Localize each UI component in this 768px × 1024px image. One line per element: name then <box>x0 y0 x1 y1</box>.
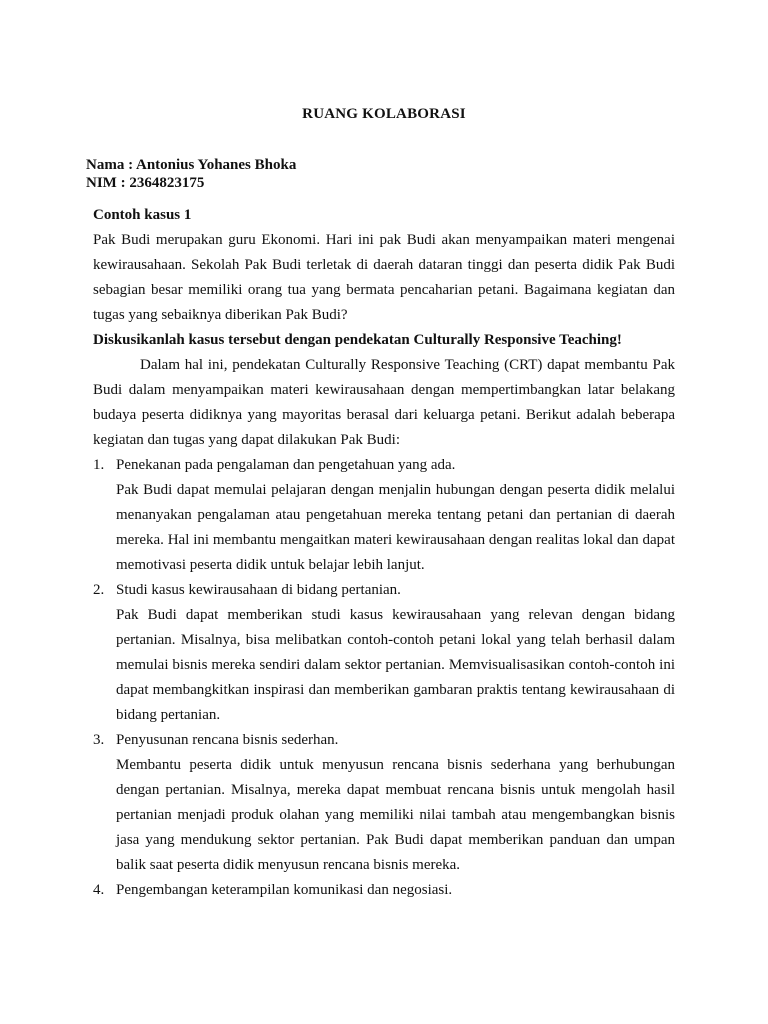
list-item-number: 2. <box>93 582 105 598</box>
case-heading: Contoh kasus 1 <box>93 207 192 223</box>
list-item <box>93 728 675 878</box>
list-item-description: Membantu peserta didik untuk menyusun rencana bisnis sederhana yang berhubungan dengan pertanian. Misalnya, mereka dapat membuat rencana bisnis untuk mengolah hasil pertanian menjadi produk olahan yang memiliki nilai tambah atau mengembangkan bisnis jasa yang mendukung sektor pertanian. Pak Budi dapat memberikan panduan dan umpan balik saat peserta didik menyusun rencana bisnis mereka. <box>116 757 675 873</box>
activity-list <box>93 453 675 903</box>
list-item-description: Pak Budi dapat memberikan studi kasus kewirausahaan yang relevan dengan bidang pertanian. Misalnya, bisa melibatkan contoh-contoh petani lokal yang telah berhasil dalam memulai bisnis mereka sendiri dalam sektor pertanian. Memvisualisasikan contoh-contoh ini dapat membangkitkan inspirasi dan memberikan gambaran praktis tentang kewirausahaan di bidang pertanian. <box>116 607 675 723</box>
list-item <box>93 578 675 728</box>
list-item-number: 1. <box>93 457 105 473</box>
student-nim: NIM : 2364823175 <box>86 175 205 191</box>
list-item-title: Penekanan pada pengalaman dan pengetahuan yang ada. <box>116 457 456 473</box>
list-item <box>93 453 675 578</box>
intro-paragraph: Dalam hal ini, pendekatan Culturally Responsive Teaching (CRT) dapat membantu Pak Budi dalam menyampaikan materi kewirausahaan dengan mempertimbangkan latar belakang budaya peserta didiknya yang mayoritas berasal dari keluarga petani. Berikut adalah beberapa kegiatan dan tugas yang dapat dilakukan Pak Budi: <box>93 357 675 448</box>
list-item-description: Pak Budi dapat memulai pelajaran dengan menjalin hubungan dengan peserta didik melalui menanyakan pengalaman atau pengetahuan mereka tentang petani dan pertanian di daerah mereka. Hal ini membantu mengaitkan materi kewirausahaan dengan realitas lokal dan dapat memotivasi peserta didik untuk belajar lebih lanjut. <box>116 482 675 573</box>
list-item-number: 3. <box>93 732 105 748</box>
case-text: Pak Budi merupakan guru Ekonomi. Hari ini pak Budi akan menyampaikan materi mengenai kewirausahaan. Sekolah Pak Budi terletak di daerah dataran tinggi dan peserta didik Pak Budi sebagian besar memiliki orang tua yang bermata pencaharian petani. Bagaimana kegiatan dan tugas yang sebaiknya diberikan Pak Budi? <box>93 232 675 323</box>
discussion-instruction: Diskusikanlah kasus tersebut dengan pendekatan Culturally Responsive Teaching! <box>93 332 622 348</box>
list-item <box>93 878 675 903</box>
student-name: Nama : Antonius Yohanes Bhoka <box>86 157 297 173</box>
document-title: RUANG KOLABORASI <box>302 106 466 122</box>
list-item-title: Studi kasus kewirausahaan di bidang pertanian. <box>116 582 401 598</box>
list-item-number: 4. <box>93 882 105 898</box>
list-item-title: Penyusunan rencana bisnis sederhan. <box>116 732 339 748</box>
list-item-title: Pengembangan keterampilan komunikasi dan negosiasi. <box>116 882 453 898</box>
student-identity <box>86 156 296 192</box>
document-body <box>93 203 675 903</box>
